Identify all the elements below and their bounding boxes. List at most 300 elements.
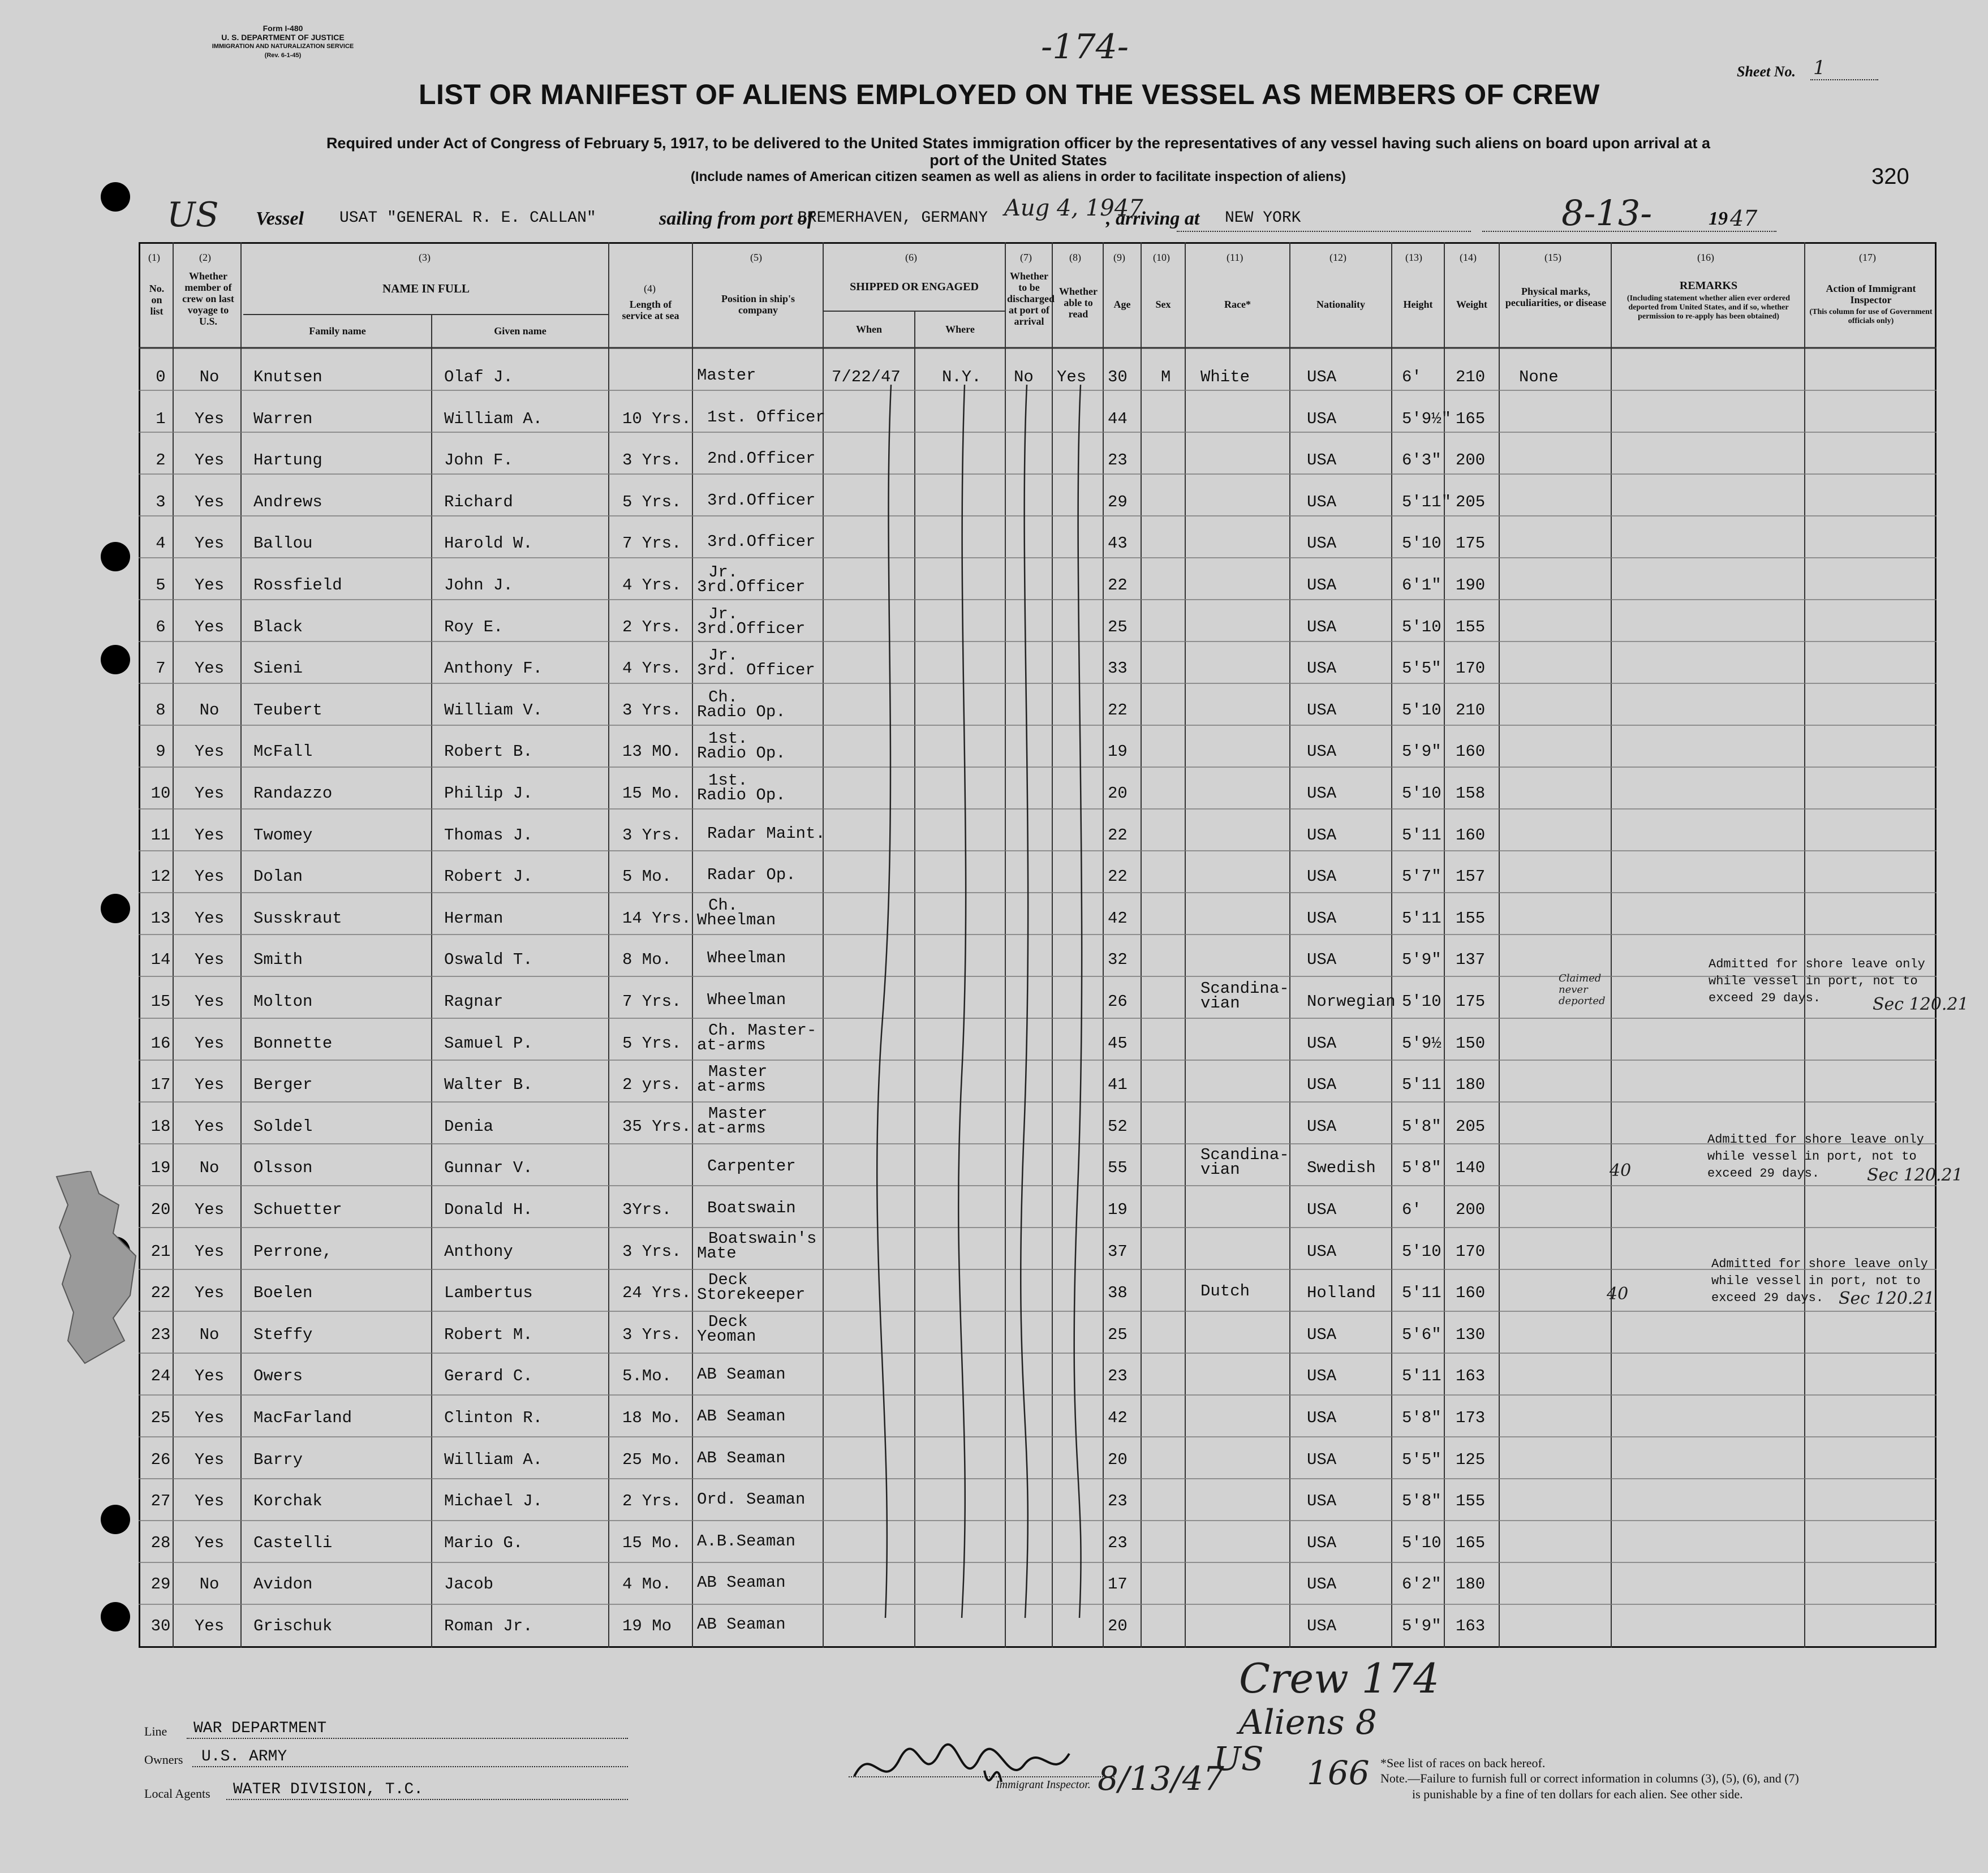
remark-line: Admitted for shore leave only [1707, 1133, 1924, 1147]
col17-num: (17) [1859, 252, 1876, 263]
sailing-value: BREMERHAVEN, GERMANY [798, 209, 988, 227]
row-height: 5'9½" [1402, 409, 1452, 428]
col17-label: Action of Immigrant Inspector [1826, 283, 1916, 305]
col15-label: Physical marks, peculiarities, or disease [1505, 286, 1607, 308]
row-weight: 170 [1456, 659, 1486, 678]
row-position-line1: Deck [708, 1271, 748, 1290]
remark-line: while vessel in port, not to [1709, 974, 1918, 988]
row-given-name: Philip J. [444, 784, 533, 803]
row-height: 5'8" [1402, 1492, 1441, 1511]
row-given-name: Anthony F. [444, 659, 543, 678]
row-prev-voyage: Yes [194, 1450, 225, 1469]
row-height: 5'9" [1402, 1617, 1441, 1635]
row-height: 5'11 [1402, 1367, 1441, 1386]
arriving-value: NEW YORK [1225, 209, 1301, 227]
row-weight: 150 [1456, 1034, 1486, 1053]
row-position: Ord. Seaman [697, 1490, 806, 1509]
row-height: 5'5" [1402, 1450, 1441, 1469]
col12-num: (12) [1329, 252, 1346, 263]
row-nationality: USA [1307, 1575, 1337, 1594]
row-able-to-read: Yes [1057, 368, 1087, 386]
row-age: 33 [1108, 659, 1128, 678]
row-no: 3 [156, 492, 166, 511]
row-family-name: Perrone, [253, 1242, 333, 1261]
col13-label: Height [1403, 299, 1433, 310]
row-no: 8 [156, 700, 166, 720]
form-rev: (Rev. 6-1-45) [264, 52, 302, 59]
row-no: 22 [150, 1284, 171, 1303]
row-nationality: Swedish [1307, 1159, 1376, 1178]
row-weight: 160 [1456, 1284, 1486, 1303]
line-value: WAR DEPARTMENT [193, 1720, 327, 1737]
row-prev-voyage: Yes [194, 451, 225, 470]
row-service-length: 2 Yrs. [622, 617, 682, 636]
row-no: 11 [150, 825, 171, 845]
arriving-label: , arriving at [1106, 208, 1200, 229]
row-prev-voyage: Yes [194, 617, 225, 636]
col16-label: REMARKS [1679, 279, 1738, 292]
inspector-signature [849, 1731, 1120, 1805]
row-no: 2 [156, 451, 166, 470]
remark-line: while vessel in port, not to [1711, 1274, 1921, 1288]
row-prev-voyage: Yes [194, 1242, 225, 1261]
row-weight: 200 [1456, 1200, 1486, 1219]
row-prev-voyage: Yes [194, 1617, 225, 1635]
row-age: 20 [1108, 1450, 1128, 1469]
row-age: 43 [1108, 534, 1128, 553]
row-position: Wheelman [697, 910, 776, 929]
row-prev-voyage: Yes [194, 742, 225, 761]
row-family-name: Ballou [253, 534, 313, 553]
col14-num: (14) [1460, 252, 1477, 263]
subtitle-line2: port of the United States [930, 152, 1107, 169]
row-position: Mate [697, 1243, 737, 1263]
col7-label: Whether to be discharged at port of arrival [1007, 270, 1055, 327]
row-no: 30 [150, 1617, 171, 1635]
row-prev-voyage: Yes [194, 1409, 225, 1427]
row-age: 23 [1108, 1367, 1128, 1386]
vessel-value: USAT "GENERAL R. E. CALLAN" [339, 209, 596, 227]
row-race-line2: Dutch [1200, 1282, 1250, 1301]
remark-line: exceed 29 days. [1711, 1291, 1824, 1305]
row-position: Carpenter [707, 1157, 796, 1176]
row-height: 5'11 [1402, 1284, 1441, 1303]
col12-label: Nationality [1316, 299, 1365, 310]
row-no: 20 [150, 1200, 171, 1219]
stamp-number: 320 [1871, 164, 1909, 189]
col3-num: (3) [419, 252, 431, 263]
row-position: Storekeeper [697, 1285, 806, 1304]
row-nationality: USA [1307, 1325, 1337, 1344]
row-position: AB Seaman [697, 1573, 786, 1592]
row-height: 5'8" [1402, 1117, 1441, 1136]
row-service-length: 5 Yrs. [622, 492, 682, 511]
row-race-line2: vian [1200, 994, 1240, 1013]
row-given-name: Herman [444, 908, 504, 928]
row-weight: 155 [1456, 908, 1486, 928]
row-weight: 158 [1456, 784, 1486, 803]
row-nationality: USA [1307, 1533, 1337, 1552]
row-position: 3rd.Officer [707, 490, 816, 510]
row-nationality: USA [1307, 1409, 1337, 1427]
row-prev-voyage: No [199, 1575, 220, 1594]
row-position: 2nd.Officer [707, 449, 816, 468]
col8-num: (8) [1069, 252, 1081, 263]
line-label: Line [144, 1724, 167, 1738]
row-position: 1st. Officer [707, 407, 825, 427]
row-given-name: Lambertus [444, 1284, 533, 1303]
row-given-name: Oswald T. [444, 950, 533, 970]
row-age: 25 [1108, 617, 1128, 636]
year-prefix: 19 [1709, 208, 1728, 229]
row-given-name: Donald H. [444, 1200, 533, 1219]
row-given-name: Ragnar [444, 992, 504, 1011]
col15-num: (15) [1544, 252, 1561, 263]
row-no: 25 [150, 1409, 171, 1427]
row-family-name: McFall [253, 742, 313, 761]
row-no: 24 [150, 1367, 171, 1386]
row-prev-voyage: Yes [194, 950, 225, 970]
row-service-length: 5 Yrs. [622, 1034, 682, 1053]
col13-num: (13) [1405, 252, 1422, 263]
row-given-name: Denia [444, 1117, 494, 1136]
agents-value: WATER DIVISION, T.C. [233, 1781, 424, 1798]
row-prev-voyage: Yes [194, 784, 225, 803]
col4-label [617, 283, 685, 321]
col1-num: (1) [148, 252, 160, 263]
row-service-length: 19 Mo [622, 1617, 672, 1635]
subtitle-line1: Required under Act of Congress of February 5, 1917, to be delivered to the United States immigration officer by the representatives of any vessel having such aliens on board upon arrival at a [326, 135, 1711, 152]
row-age: 30 [1108, 368, 1128, 386]
row-family-name: Bonnette [253, 1034, 333, 1053]
row-service-length: 8 Mo. [622, 950, 672, 970]
row-weight: 137 [1456, 950, 1486, 970]
row-height: 5'8" [1402, 1159, 1441, 1178]
row-given-name: Mario G. [444, 1533, 523, 1552]
row-prev-voyage: Yes [194, 576, 225, 595]
remark-mark-row22: 40 [1607, 1284, 1629, 1304]
row-position-line1: Jr. [708, 646, 738, 665]
sheet-value: 1 [1813, 57, 1826, 79]
row-no: 6 [156, 617, 166, 636]
row-age: 29 [1108, 492, 1128, 511]
row-weight: 180 [1456, 1575, 1486, 1594]
row-family-name: Smith [253, 950, 303, 970]
row-weight: 200 [1456, 451, 1486, 470]
row-service-length: 5 Mo. [622, 867, 672, 886]
row-no: 5 [156, 576, 166, 595]
row-service-length: 7 Yrs. [622, 992, 682, 1011]
row-age: 37 [1108, 1242, 1128, 1261]
col11-num: (11) [1227, 252, 1243, 263]
remark-line: Admitted for shore leave only [1709, 957, 1925, 971]
row-given-name: Harold W. [444, 534, 533, 553]
row-family-name: Soldel [253, 1117, 313, 1136]
us-note: US [1214, 1739, 1264, 1778]
row-nationality: USA [1307, 784, 1337, 803]
owners-label: Owners [144, 1753, 183, 1767]
row-height: 6' [1402, 1200, 1422, 1219]
row-family-name: Randazzo [253, 784, 333, 803]
row-physical-marks: None [1519, 368, 1559, 386]
col6-where: Where [945, 324, 975, 335]
row-given-name: Gerard C. [444, 1367, 533, 1386]
row-prev-voyage: No [199, 700, 220, 720]
agents-underline [226, 1799, 628, 1800]
row-position-line1: Master [708, 1104, 768, 1123]
col2-num: (2) [199, 252, 211, 263]
row-family-name: Grischuk [253, 1617, 333, 1635]
row-family-name: Hartung [253, 451, 322, 470]
row-service-length: 13 MO. [622, 742, 682, 761]
col5-num: (5) [750, 252, 762, 263]
remark-mark-row19: 40 [1610, 1161, 1632, 1181]
row-age: 32 [1108, 950, 1128, 970]
col6-when: When [855, 324, 882, 335]
row-prev-voyage: Yes [194, 534, 225, 553]
row-height: 6' [1402, 368, 1422, 386]
row-weight: 205 [1456, 492, 1486, 511]
row-given-name: William V. [444, 700, 543, 720]
row-nationality: USA [1307, 617, 1337, 636]
row-position: AB Seaman [697, 1365, 786, 1384]
row-given-name: Anthony [444, 1242, 513, 1261]
row-given-name: John J. [444, 576, 513, 595]
row-age: 22 [1108, 700, 1128, 720]
row-height: 5'9" [1402, 950, 1441, 970]
row-weight: 130 [1456, 1325, 1486, 1344]
page-number: -174- [1041, 27, 1129, 67]
vessel-label: Vessel [256, 208, 304, 229]
row-prev-voyage: Yes [194, 1200, 225, 1219]
row-weight: 157 [1456, 867, 1486, 886]
row-height: 5'9½ [1402, 1034, 1441, 1053]
row-position: Radio Op. [697, 702, 786, 721]
row-shipped-where: N.Y. [942, 368, 982, 386]
row-prev-voyage: Yes [194, 1284, 225, 1303]
row-no: 19 [150, 1159, 171, 1178]
row-age: 25 [1108, 1325, 1128, 1344]
row-given-name: Robert J. [444, 867, 533, 886]
col3-given: Given name [494, 325, 547, 337]
row-height: 5'6" [1402, 1325, 1441, 1344]
row-service-length: 24 Yrs. [622, 1284, 691, 1303]
col4-num: (4) [644, 283, 656, 294]
col4-label-text: Length of service at sea [622, 299, 679, 321]
page-title: LIST OR MANIFEST OF ALIENS EMPLOYED ON THE VESSEL AS MEMBERS OF CREW [419, 79, 1600, 110]
col17-sub: (This column for use of Government officials only) [1809, 308, 1933, 325]
row-service-length: 3 Yrs. [622, 451, 682, 470]
row-position: Radar Maint. [707, 824, 825, 843]
row-prev-voyage: Yes [194, 1367, 225, 1386]
row-weight: 155 [1456, 1492, 1486, 1511]
remark-line: exceed 29 days. [1707, 1166, 1820, 1181]
col1-label: No. on list [149, 283, 165, 317]
us-count: 166 [1307, 1754, 1370, 1792]
row-age: 23 [1108, 1492, 1128, 1511]
row-given-name: Gunnar V. [444, 1159, 533, 1178]
line-underline [187, 1738, 628, 1739]
row-nationality: USA [1307, 659, 1337, 678]
row-no: 1 [156, 409, 166, 428]
fine-note-line1: Note.—Failure to furnish full or correct information in columns (3), (5), (6), and (7) [1380, 1771, 1799, 1785]
row-service-length: 15 Mo. [622, 784, 682, 803]
row-given-name: Samuel P. [444, 1034, 533, 1053]
row-nationality: USA [1307, 1034, 1337, 1053]
row-no: 28 [150, 1533, 171, 1552]
row-height: 5'8" [1402, 1409, 1441, 1427]
row-age: 17 [1108, 1575, 1128, 1594]
row-family-name: Teubert [253, 700, 322, 720]
row-position-line1: Ch. [708, 895, 738, 915]
sheet-label: Sheet No. [1737, 63, 1796, 80]
row-height: 5'10 [1402, 1242, 1441, 1261]
row-no: 23 [150, 1325, 171, 1344]
row-nationality: USA [1307, 409, 1337, 428]
row-family-name: Olsson [253, 1159, 313, 1178]
row-nationality: Norwegian [1307, 992, 1396, 1011]
row-weight: 140 [1456, 1159, 1486, 1178]
row-prev-voyage: Yes [194, 409, 225, 428]
row-family-name: Barry [253, 1450, 303, 1469]
row-age: 19 [1108, 742, 1128, 761]
row-shipped-when: 7/22/47 [832, 368, 901, 386]
row-weight: 170 [1456, 1242, 1486, 1261]
row-weight: 163 [1456, 1617, 1486, 1635]
arrival-date: 8-13- [1561, 192, 1653, 234]
row-no: 15 [150, 992, 171, 1011]
row-position-line1: Ch. [708, 687, 738, 707]
row-family-name: Warren [253, 409, 313, 428]
row-weight: 155 [1456, 617, 1486, 636]
row-nationality: USA [1307, 908, 1337, 928]
remark-line: exceed 29 days. [1709, 991, 1821, 1005]
row-height: 6'3" [1402, 451, 1441, 470]
row-nationality: USA [1307, 1617, 1337, 1635]
row-position-line1: Jr. [708, 563, 738, 582]
row-nationality: Holland [1307, 1284, 1376, 1303]
row-nationality: USA [1307, 1117, 1337, 1136]
row-position: Radio Op. [697, 744, 786, 763]
col3-label: NAME IN FULL [382, 282, 470, 295]
crew-note: Crew 174 [1239, 1655, 1440, 1702]
row-nationality: USA [1307, 1200, 1337, 1219]
row-age: 19 [1108, 1200, 1128, 1219]
row-family-name: Boelen [253, 1284, 313, 1303]
row-nationality: USA [1307, 1367, 1337, 1386]
row-nationality: USA [1307, 825, 1337, 845]
row-position: Wheelman [707, 949, 786, 968]
row-service-length: 35 Yrs. [622, 1117, 691, 1136]
row-nationality: USA [1307, 867, 1337, 886]
row-height: 5'10 [1402, 617, 1441, 636]
row-no: 29 [150, 1575, 171, 1594]
row-service-length: 3Yrs. [622, 1200, 672, 1219]
row-position: 3rd.Officer [707, 532, 816, 552]
row-age: 41 [1108, 1075, 1128, 1095]
row-given-name: Jacob [444, 1575, 494, 1594]
row-weight: 165 [1456, 1533, 1486, 1552]
row-weight: 190 [1456, 576, 1486, 595]
col10-num: (10) [1153, 252, 1170, 263]
row-given-name: Olaf J. [444, 368, 513, 386]
row-height: 5'11 [1402, 825, 1441, 845]
row-prev-voyage: Yes [194, 825, 225, 845]
row-weight: 180 [1456, 1075, 1486, 1095]
row-prev-voyage: Yes [194, 492, 225, 511]
col5-label: Position in ship's company [721, 293, 795, 316]
row-given-name: Roy E. [444, 617, 504, 636]
row-service-length: 18 Mo. [622, 1409, 682, 1427]
row-family-name: Berger [253, 1075, 313, 1095]
row-nationality: USA [1307, 492, 1337, 511]
row-age: 38 [1108, 1284, 1128, 1303]
us-mark: US [167, 195, 219, 235]
row-age: 23 [1108, 1533, 1128, 1552]
row-service-length: 4 Yrs. [622, 576, 682, 595]
row-prev-voyage: No [199, 1159, 220, 1178]
row-service-length: 14 Yrs. [622, 908, 691, 928]
row-height: 5'9" [1402, 742, 1441, 761]
row-given-name: Roman Jr. [444, 1617, 533, 1635]
row-position: AB Seaman [697, 1407, 786, 1426]
row-family-name: Castelli [253, 1533, 333, 1552]
row-prev-voyage: Yes [194, 1117, 225, 1136]
row-weight: 163 [1456, 1367, 1486, 1386]
row-height: 5'10 [1402, 700, 1441, 720]
fine-note [1380, 1771, 1799, 1802]
row-position: AB Seaman [697, 1615, 786, 1634]
subtitle-line3: (Include names of American citizen seamen as well as aliens in order to facilitate inspection of aliens) [690, 169, 1346, 184]
row-nationality: USA [1307, 534, 1337, 553]
row-position: Master [697, 366, 756, 385]
row-no: 4 [156, 534, 166, 553]
row-position: 3rd.Officer [697, 578, 806, 596]
sailing-label: sailing from port of [659, 208, 814, 229]
row-given-name: Robert M. [444, 1325, 533, 1344]
row-nationality: USA [1307, 742, 1337, 761]
row-service-length: 7 Yrs. [622, 534, 682, 553]
inspector-date: 8/13/47 [1098, 1759, 1224, 1798]
row-family-name: Dolan [253, 867, 303, 886]
row-height: 5'11" [1402, 492, 1452, 511]
remark-marks-row15: Claimed never deported [1559, 972, 1606, 1007]
row-no: 13 [150, 908, 171, 928]
form-department: U. S. DEPARTMENT OF JUSTICE [221, 33, 345, 42]
row-age: 23 [1108, 451, 1128, 470]
remark-sec-row15: Sec 120.21 [1873, 994, 1969, 1014]
row-weight: 175 [1456, 992, 1486, 1011]
row-family-name: Twomey [253, 825, 313, 845]
row-family-name: Schuetter [253, 1200, 342, 1219]
row-position: 3rd.Officer [697, 619, 806, 638]
row-weight: 160 [1456, 825, 1486, 845]
row-height: 5'5" [1402, 659, 1441, 678]
row-service-length: 15 Mo. [622, 1533, 682, 1552]
row-service-length: 4 Yrs. [622, 659, 682, 678]
row-weight: 205 [1456, 1117, 1486, 1136]
row-service-length: 2 Yrs. [622, 1492, 682, 1511]
row-height: 5'10 [1402, 992, 1441, 1011]
row-position: 3rd. Officer [697, 661, 815, 680]
row-age: 20 [1108, 1617, 1128, 1635]
row-family-name: Steffy [253, 1325, 313, 1344]
row-height: 5'10 [1402, 534, 1441, 553]
row-nationality: USA [1307, 700, 1337, 720]
row-age: 42 [1108, 1409, 1128, 1427]
row-service-length: 2 yrs. [622, 1075, 682, 1095]
row-height: 5'10 [1402, 784, 1441, 803]
